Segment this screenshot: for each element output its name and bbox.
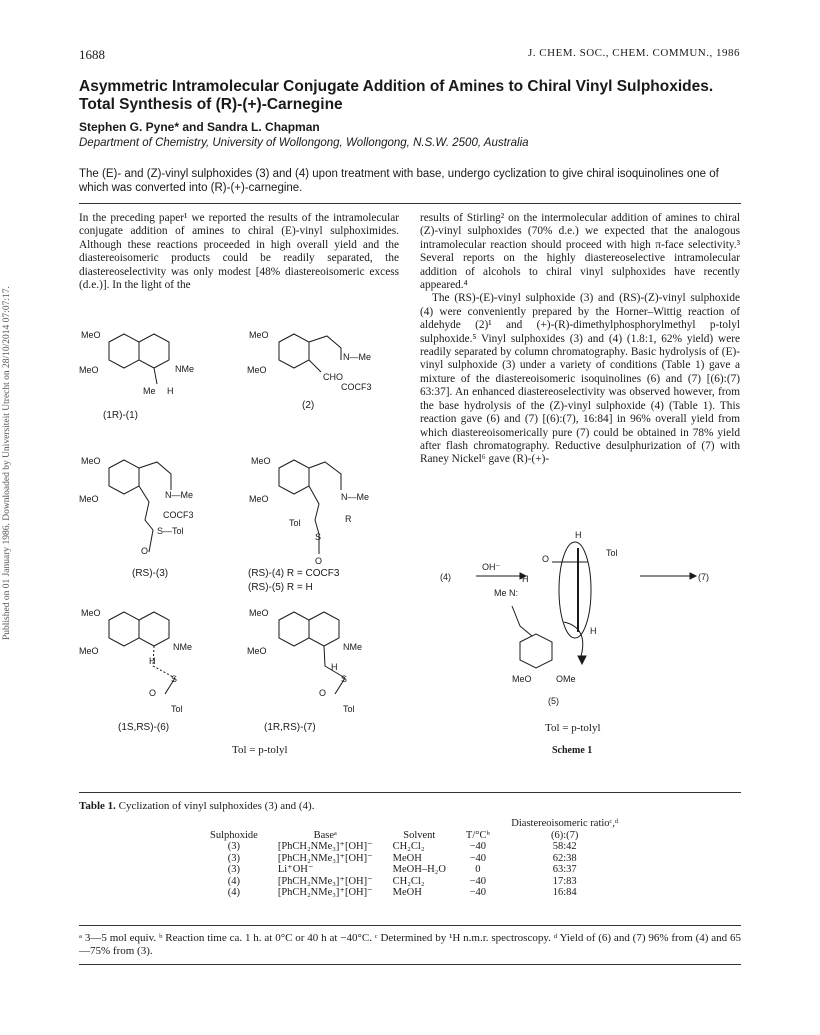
structures-drawing bbox=[79, 320, 419, 740]
scheme-drawing bbox=[440, 510, 740, 740]
cell: −40 bbox=[469, 841, 487, 852]
s6-s: S bbox=[171, 674, 178, 684]
s7-meo-1: MeO bbox=[249, 608, 269, 618]
s4-tol: Tol bbox=[289, 518, 301, 528]
cell: [PhCH₂NMe₃]⁺[OH]⁻ bbox=[277, 887, 373, 898]
provenance-sidebar bbox=[0, 0, 18, 1035]
table-caption-number: Table 1. bbox=[79, 800, 116, 812]
s3-s-tol: S—Tol bbox=[157, 526, 184, 536]
s6-tol: Tol bbox=[171, 704, 183, 714]
right-column bbox=[420, 212, 740, 467]
table-rule-middle bbox=[79, 925, 741, 926]
table-row bbox=[200, 864, 630, 876]
s2-cocf3: COCF3 bbox=[341, 382, 372, 392]
scheme-meo: MeO bbox=[512, 674, 532, 684]
cell: (4) bbox=[227, 875, 241, 887]
s6-meo-1: MeO bbox=[81, 608, 101, 618]
table-caption-text: Cyclization of vinyl sulphoxides (3) and (4). bbox=[118, 800, 315, 812]
right-column-para-2: The (RS)-(E)-vinyl sulphoxide (3) and (RS)-(Z)-vinyl sulphoxide (4) were conveniently prepared by the Horner–Wittig reaction of aldehyde (2)¹ and (+)-(R)-dimethylphosphorylmethyl p-tolyl sulphoxide.⁵ Vinyl sulphoxides (3) and (4) (1.8:1, 62% yield) were readily separated by column chromatography. Basic hydrolysis of (E)-vinyl sulphoxide (3) under a variety of conditions (Table 1) gave a mixture of the diastereoisomeric isoquinolines (6) and (7) [(6):(7) 63:37]. An enhanced diastereoselectivity was observed however, from the base hydrolysis of the (Z)-vinyl sulphoxide (4) (Table 1). This reaction gave (6) and (7) [(6):(7), 16:84] in 96% overall yield from which diastereoisomerically pure (7) could be obtained in 78% yield after flash chromatography. Reductive desulphurization of (7) with Raney Nickel⁶ gave (R)-(+)- bbox=[420, 292, 740, 466]
s4-n-me: N—Me bbox=[341, 492, 370, 502]
table-row bbox=[200, 887, 630, 899]
tol-note-scheme: Tol = p-tolyl bbox=[545, 722, 601, 734]
s6-h: H bbox=[149, 656, 156, 666]
s1-meo-2: MeO bbox=[79, 365, 99, 375]
cell: CH₂Cl₂ bbox=[392, 875, 425, 887]
scheme-me-n: Me N: bbox=[494, 588, 519, 598]
s3-cocf3: COCF3 bbox=[163, 510, 194, 520]
scheme-product: (7) bbox=[698, 572, 709, 582]
col-solvent: Solvent bbox=[403, 829, 436, 841]
abstract: The (E)- and (Z)-vinyl sulphoxides (3) and (4) upon treatment with base, undergo cyclization to give chiral isoquinolines one of which was converted into (R)-(+)-carnegine. bbox=[79, 168, 719, 194]
structures-figure bbox=[79, 320, 419, 740]
s4-r: R bbox=[345, 514, 352, 524]
s7-tol: Tol bbox=[343, 704, 355, 714]
cell: −40 bbox=[469, 852, 487, 864]
table-row bbox=[200, 876, 630, 888]
cell: [PhCH₂NMe₃]⁺[OH]⁻ bbox=[277, 841, 373, 852]
s4-meo-2: MeO bbox=[249, 494, 269, 504]
s3-o: O bbox=[141, 546, 149, 556]
scheme-intermediate: (5) bbox=[548, 696, 559, 706]
cell: (3) bbox=[227, 841, 241, 852]
article-title: Asymmetric Intramolecular Conjugate Addition of Amines to Chiral Vinyl Sulphoxides. Total Synthesis of (R)-(+)-Carnegine bbox=[79, 78, 714, 113]
label-compound-5: (RS)-(5) R = H bbox=[248, 582, 313, 593]
table-footnote: ᵃ 3—5 mol equiv. ᵇ Reaction time ca. 1 h. at 0°C or 40 h at −40°C. ᶜ Determined by ¹H n.m.r. spectroscopy. ᵈ Yield of (6) and (7) 96% from (4) and 65—75% from (3). bbox=[79, 932, 741, 957]
journal-header: J. CHEM. SOC., CHEM. COMMUN., 1986 bbox=[528, 47, 740, 59]
s6-nme: NMe bbox=[173, 642, 193, 652]
table-row bbox=[200, 841, 630, 853]
s1-nme: NMe bbox=[175, 364, 195, 374]
cell: [PhCH₂NMe₃]⁺[OH]⁻ bbox=[277, 875, 373, 887]
col-ratio: Diastereoisomeric ratioᶜ,ᵈ (6):(7) bbox=[511, 818, 619, 841]
right-column-para-1: results of Stirling² on the intermolecular addition of amines to chiral (Z)-vinyl sulphoxides (70% d.e.) we expected that the analogous intramolecular reaction should proceed with high π-face selectivity.³ Several reports on the highly diastereoselective intramolecular addition of alcohols to chiral vinyl sulphoxides have recently appeared.⁴ bbox=[420, 212, 740, 292]
cell: 62:38 bbox=[552, 852, 577, 864]
cell: Li⁺OH⁻ bbox=[277, 864, 314, 875]
scheme-tol: Tol bbox=[606, 548, 618, 558]
affiliation: Department of Chemistry, University of Wollongong, Wollongong, N.S.W. 2500, Australia bbox=[79, 137, 529, 149]
s2-n-me: N—Me bbox=[343, 352, 372, 362]
scheme-h-top: H bbox=[575, 530, 582, 540]
s2-meo-1: MeO bbox=[249, 330, 269, 340]
label-compound-4: (RS)-(4) R = COCF3 bbox=[248, 568, 340, 579]
provenance-note: Published on 01 January 1986. Downloaded by Universiteit Utrecht on 28/10/2014 07:07:17. bbox=[2, 286, 12, 640]
cell: MeOH–H₂O bbox=[392, 864, 446, 875]
scheme-label: Scheme 1 bbox=[552, 745, 593, 756]
cell: 0 bbox=[475, 864, 481, 875]
scheme-reagent: OH⁻ bbox=[482, 562, 501, 572]
left-column-text: In the preceding paper¹ we reported the results of the intramolecular conjugate addition of amines to chiral (E)-vinyl sulphoximides. Although these reactions proceeded in high overall yield and the diastereoisomeric products could be readily separated, the diastereoselectivity was only modest [48% diastereoisomeric excess (d.e.)]. In the light of the bbox=[79, 212, 399, 292]
table-caption bbox=[79, 800, 314, 812]
table-row bbox=[200, 853, 630, 865]
tol-note-left: Tol = p-tolyl bbox=[232, 744, 288, 756]
s7-h: H bbox=[331, 662, 338, 672]
scheme-o: O bbox=[542, 554, 550, 564]
table-rule-bottom bbox=[79, 964, 741, 965]
s6-meo-2: MeO bbox=[79, 646, 99, 656]
col-sulphoxide: Sulphoxide bbox=[210, 829, 258, 841]
cell: 16:84 bbox=[552, 887, 577, 898]
s2-meo-2: MeO bbox=[247, 365, 267, 375]
s6-o: O bbox=[149, 688, 157, 698]
s7-meo-2: MeO bbox=[247, 646, 267, 656]
s7-s: S bbox=[341, 674, 348, 684]
cell: (4) bbox=[227, 887, 241, 898]
label-compound-6: (1S,RS)-(6) bbox=[118, 722, 170, 733]
s7-o: O bbox=[319, 688, 327, 698]
scheme-figure bbox=[440, 510, 740, 740]
table-rule-top bbox=[79, 792, 741, 793]
s4-s: S bbox=[315, 532, 322, 542]
col-base: Baseᵃ bbox=[313, 829, 337, 841]
s7-nme: NMe bbox=[343, 642, 363, 652]
cell: [PhCH₂NMe₃]⁺[OH]⁻ bbox=[277, 852, 373, 864]
cell: 58:42 bbox=[552, 841, 577, 852]
s1-h: H bbox=[167, 386, 174, 396]
cell: 63:37 bbox=[552, 864, 577, 875]
scheme-reactant: (4) bbox=[440, 572, 451, 582]
abstract-rule bbox=[79, 203, 741, 204]
cell: 17:83 bbox=[552, 875, 577, 887]
s3-n-me: N—Me bbox=[165, 490, 194, 500]
label-compound-3: (RS)-(3) bbox=[132, 568, 169, 579]
s1-meo-1: MeO bbox=[81, 330, 101, 340]
col-temperature: T/°Cᵇ bbox=[465, 829, 490, 841]
cell: MeOH bbox=[392, 852, 422, 864]
cell: (3) bbox=[227, 852, 241, 864]
label-compound-1: (1R)-(1) bbox=[103, 410, 138, 421]
authors: Stephen G. Pyne* and Sandra L. Chapman bbox=[79, 120, 320, 134]
label-compound-7: (1R,RS)-(7) bbox=[264, 722, 316, 733]
s4-meo-1: MeO bbox=[251, 456, 271, 466]
cyclization-table bbox=[200, 818, 630, 899]
cell: MeOH bbox=[392, 887, 422, 898]
scheme-h-n: H bbox=[522, 574, 529, 584]
s1-me: Me bbox=[143, 386, 156, 396]
cell: −40 bbox=[469, 887, 487, 898]
scheme-h-bottom: H bbox=[590, 626, 597, 636]
cell: (3) bbox=[227, 864, 241, 875]
s3-meo-2: MeO bbox=[79, 494, 99, 504]
page-number: 1688 bbox=[79, 47, 105, 62]
cell: CH₂Cl₂ bbox=[392, 841, 425, 852]
s3-meo-1: MeO bbox=[81, 456, 101, 466]
label-compound-2: (2) bbox=[302, 400, 315, 411]
scheme-ome: OMe bbox=[556, 674, 576, 684]
cell: −40 bbox=[469, 875, 487, 887]
s4-o: O bbox=[315, 556, 323, 566]
s2-cho: CHO bbox=[323, 372, 343, 382]
